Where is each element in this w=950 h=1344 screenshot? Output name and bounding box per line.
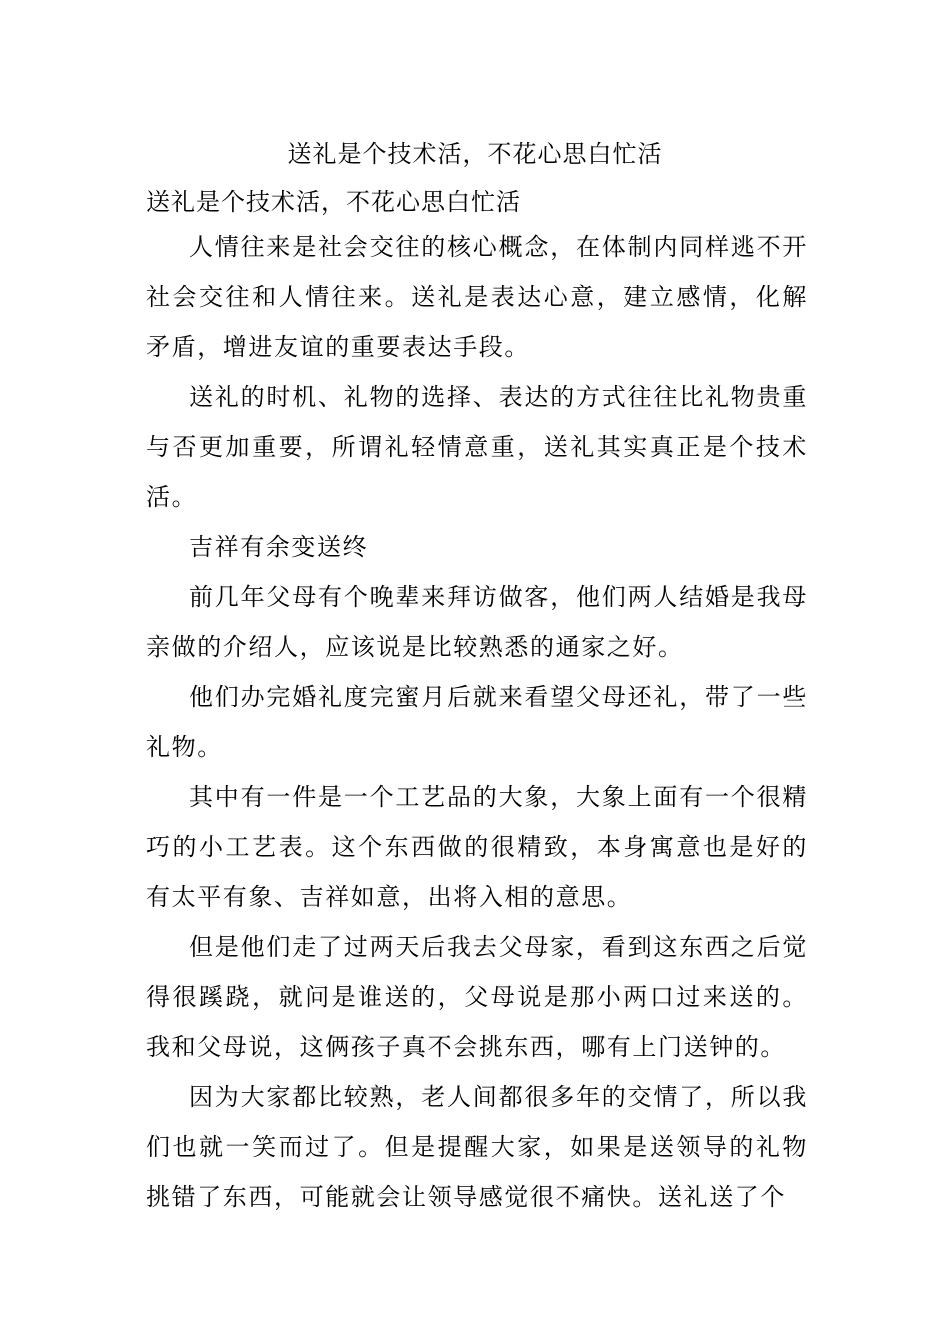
section-heading: 吉祥有余变送终 (189, 533, 369, 561)
paragraph: 送礼的时机、礼物的选择、表达的方式往往比礼物贵重与否更加重要，所谓礼轻情意重，送礼其实真正是个技术活。 (146, 383, 808, 511)
paragraph: 但是他们走了过两天后我去父母家，看到这东西之后觉得很蹊跷，就问是谁送的，父母说是那小两口过来送的。我和父母说，这俩孩子真不会挑东西，哪有上门送钟的。 (146, 933, 808, 1061)
document-subtitle: 送礼是个技术活，不花心思白忙活 (146, 188, 521, 216)
document-title: 送礼是个技术活，不花心思白忙活 (287, 140, 663, 168)
paragraph: 人情往来是社会交往的核心概念，在体制内同样逃不开社会交往和人情往来。送礼是表达心意，建立感情，化解矛盾，增进友谊的重要表达手段。 (146, 233, 808, 361)
paragraph: 因为大家都比较熟，老人间都很多年的交情了，所以我们也就一笑而过了。但是提醒大家，如果是送领导的礼物挑错了东西，可能就会让领导感觉很不痛快。送礼送了个 (146, 1083, 808, 1211)
paragraph: 他们办完婚礼度完蜜月后就来看望父母还礼，带了一些礼物。 (146, 683, 808, 761)
paragraph: 前几年父母有个晚辈来拜访做客，他们两人结婚是我母亲做的介绍人，应该说是比较熟悉的通家之好。 (146, 583, 808, 661)
paragraph: 其中有一件是一个工艺品的大象，大象上面有一个很精巧的小工艺表。这个东西做的很精致，本身寓意也是好的有太平有象、吉祥如意，出将入相的意思。 (146, 783, 808, 911)
document-body (146, 182, 808, 1222)
